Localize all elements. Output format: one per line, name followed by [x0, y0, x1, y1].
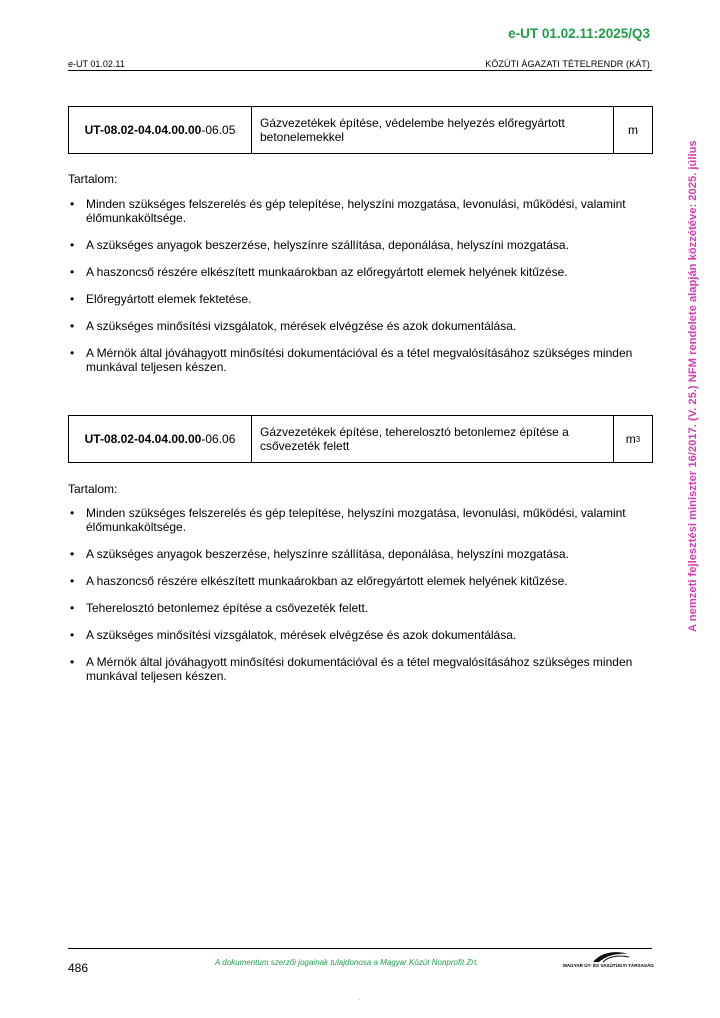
- list-item: • A Mérnök által jóváhagyott minősítési dokumentációval és a tétel megvalósításához szükséges minden munkával teljesen készen.: [70, 346, 633, 374]
- list-item: • A szükséges minősítési vizsgálatok, mérések elvégzése és azok dokumentálása.: [70, 628, 517, 642]
- list-item: • A szükséges minősítési vizsgálatok, mérések elvégzése és azok dokumentálása.: [70, 319, 517, 333]
- bullet-icon: •: [70, 547, 75, 561]
- bullet-icon: •: [70, 292, 75, 306]
- item-unit-value: m: [625, 432, 636, 446]
- list-item: • A szükséges anyagok beszerzése, helyszínre szállítása, deponálása, helyszíni mozgatása.: [70, 238, 569, 252]
- item-unit-value: m: [628, 123, 638, 137]
- list-item: • Minden szükséges felszerelés és gép telepítése, helyszíni mozgatása, levonulási, működési, valamint élőmunkaköltsége.: [70, 197, 626, 225]
- item-code: [69, 416, 252, 462]
- item-code-main: UT-08.02-04.04.00.00: [84, 432, 202, 446]
- bullet-icon: •: [70, 197, 75, 211]
- content-label: Tartalom:: [68, 482, 118, 496]
- bullet-icon: •: [70, 574, 75, 588]
- content-list-2: [68, 506, 653, 696]
- item-description: Gázvezetékek építése, teherelosztó betonlemez építése a csővezeték felett: [252, 416, 614, 462]
- bullet-icon: •: [70, 655, 75, 669]
- item-table-1: [68, 106, 653, 154]
- item-unit-sup: 3: [635, 434, 641, 444]
- page-number: 486: [68, 961, 89, 975]
- list-item: • A Mérnök által jóváhagyott minősítési dokumentációval és a tétel megvalósításához szükséges minden munkával teljesen készen.: [70, 655, 633, 683]
- company-logo: [563, 950, 653, 972]
- header-left-code: e-UT 01.02.11: [68, 59, 125, 69]
- item-table-2: [68, 415, 653, 463]
- item-code-suffix: -06.06: [201, 432, 236, 446]
- document-code: e-UT 01.02.11:2025/Q3: [508, 26, 650, 41]
- list-item: • A szükséges anyagok beszerzése, helyszínre szállítása, deponálása, helyszíni mozgatása.: [70, 547, 569, 561]
- footer-divider: [68, 948, 652, 949]
- header-divider: [68, 70, 652, 71]
- header-right-title: KÖZÚTI ÁGAZATI TÉTELRENDR (KÁT): [485, 59, 650, 69]
- bullet-icon: •: [70, 346, 75, 360]
- content-label: Tartalom:: [68, 172, 118, 186]
- item-unit: [614, 107, 652, 153]
- list-item: • Teherelosztó betonlemez építése a csővezeték felett.: [70, 601, 369, 615]
- list-item: • A haszoncső részére elkészített munkaárokban az előregyártott elemek helyének kitűzése.: [70, 574, 568, 588]
- bullet-icon: •: [70, 506, 75, 520]
- list-item: • Minden szükséges felszerelés és gép telepítése, helyszíni mozgatása, levonulási, működési, valamint élőmunkaköltsége.: [70, 506, 626, 534]
- item-code-main: UT-08.02-04.04.00.00: [84, 123, 202, 137]
- footer-copyright: A dokumentum szerzői jogainak tulajdonosa a Magyar Közút Nonprofit Zrt.: [215, 958, 479, 967]
- side-publication-note: [685, 92, 701, 632]
- side-note-text: A nemzeti fejlesztési miniszter 16/2017. (V. 25.) NFM rendelete alapján közzétéve: 2025. július: [687, 140, 699, 632]
- item-code-suffix: -06.05: [201, 123, 236, 137]
- item-code: [69, 107, 252, 153]
- logo-text: MAGYAR ÚT- ÉS VASÚTÜGYI TÁRSASÁG: [563, 963, 654, 968]
- bullet-icon: •: [70, 319, 75, 333]
- content-list-1: [68, 197, 653, 387]
- footer-mark: .: [358, 993, 361, 1002]
- item-description: Gázvezetékek építése, védelembe helyezés előregyártott betonelemekkel: [252, 107, 614, 153]
- bullet-icon: •: [70, 628, 75, 642]
- list-item: • Előregyártott elemek fektetése.: [70, 292, 252, 306]
- logo-swoosh-icon: [563, 950, 653, 964]
- item-unit: [614, 416, 652, 462]
- bullet-icon: •: [70, 265, 75, 279]
- bullet-icon: •: [70, 601, 75, 615]
- bullet-icon: •: [70, 238, 75, 252]
- list-item: • A haszoncső részére elkészített munkaárokban az előregyártott elemek helyének kitűzése.: [70, 265, 568, 279]
